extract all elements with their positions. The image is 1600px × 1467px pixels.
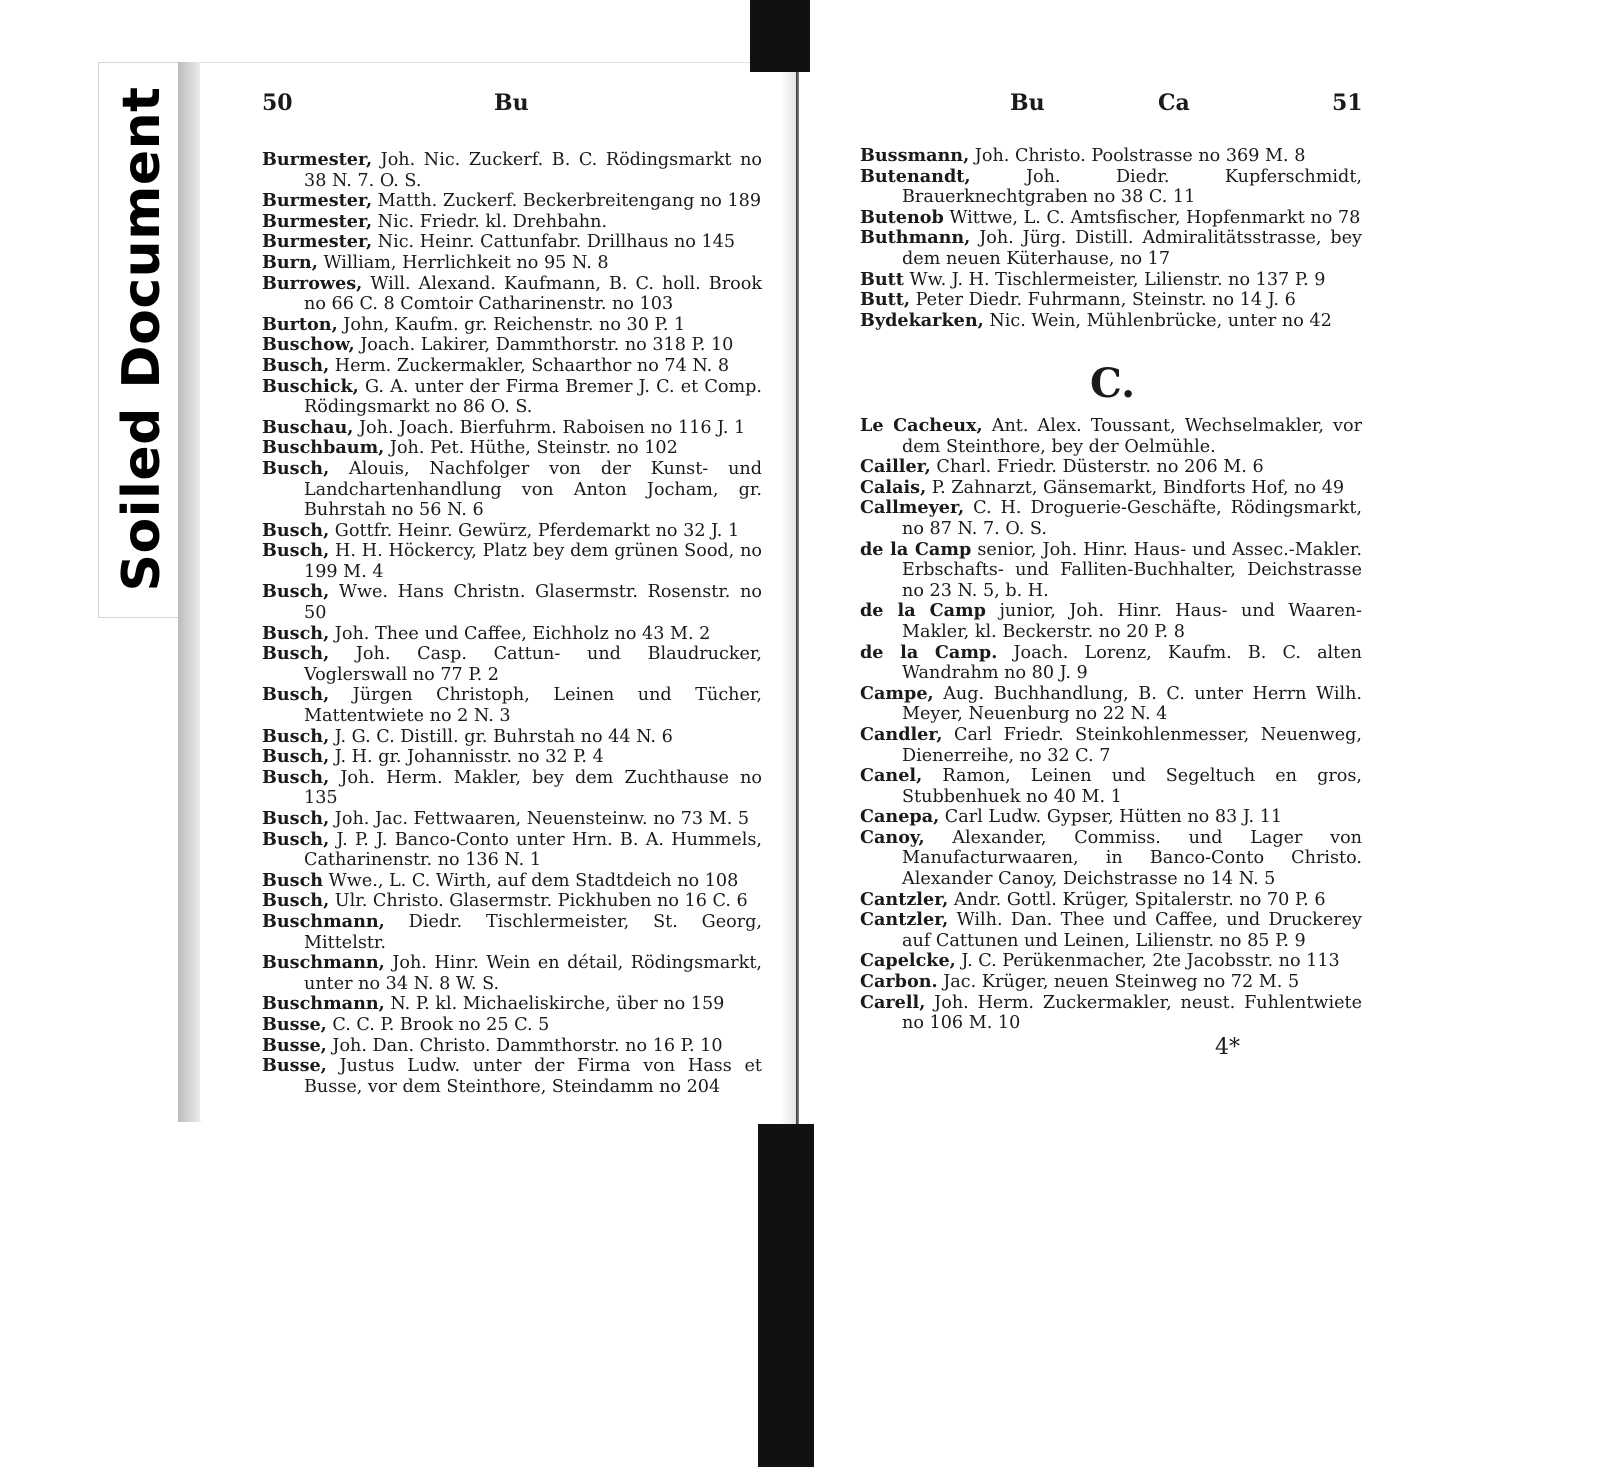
entry-details: Joach. Lakirer, Dammthorstr. no 318 P. 10 xyxy=(354,335,734,356)
right-running-head-bu: Bu xyxy=(1010,90,1045,116)
entry-name: Busse, xyxy=(262,1013,327,1035)
entry-name: Le Cacheux, xyxy=(860,415,983,436)
entry-name: Canel, xyxy=(860,765,923,787)
page-edge-shadow xyxy=(178,62,202,1122)
entry-details: Joh. Christo. Poolstrasse no 369 M. 8 xyxy=(969,146,1306,166)
entry-name: Burmester, xyxy=(262,190,373,212)
entry-name: Busch, xyxy=(262,725,330,747)
entry-details: Nic. Heinr. Cattunfabr. Drillhaus no 145 xyxy=(372,232,736,253)
directory-entry xyxy=(860,478,1362,499)
entry-details: Joach. Lorenz, Kaufm. B. C. alten Wandrahm no 80 J. 9 xyxy=(902,642,1362,684)
entry-name: Busch xyxy=(262,869,324,891)
entry-details: Ulr. Christo. Glasermstr. Pickhuben no 16 C. 6 xyxy=(329,891,748,912)
entry-name: Busch, xyxy=(262,354,330,376)
entry-name: Bussmann, xyxy=(860,145,970,166)
book-gutter xyxy=(796,62,799,1124)
directory-entry xyxy=(262,232,762,253)
directory-entry xyxy=(262,644,762,685)
entry-name: Busch, xyxy=(262,457,330,479)
entry-details: Carl Friedr. Steinkohlenmesser, Neuenweg, Dienerreihe, no 32 C. 7 xyxy=(902,724,1362,766)
directory-entry xyxy=(262,335,762,356)
directory-entry xyxy=(860,146,1362,167)
directory-entry xyxy=(860,807,1362,828)
entry-name: Buschmann, xyxy=(262,993,385,1015)
entry-name: Campe, xyxy=(860,682,934,704)
directory-entry xyxy=(860,540,1362,602)
entry-details: Ant. Alex. Toussant, Wechselmakler, vor dem Steinthore, bey der Oelmühle. xyxy=(902,416,1362,457)
entry-details: Nic. Friedr. kl. Drehbahn. xyxy=(372,211,608,232)
entry-details: junior, Joh. Hinr. Haus- und Waaren-Makler, kl. Beckerstr. no 20 P. 8 xyxy=(902,601,1362,642)
entry-details: Alouis, Nachfolger von der Kunst- und Landchartenhandlung von Anton Jocham, gr. Buhrstah no 56 N. 6 xyxy=(304,458,762,521)
directory-entry xyxy=(860,601,1362,642)
directory-entry xyxy=(262,747,762,768)
left-directory-list xyxy=(262,150,762,1097)
right-directory-list-b xyxy=(860,146,1362,331)
directory-entry xyxy=(262,212,762,233)
directory-entry xyxy=(262,191,762,212)
entry-name: Buthmann, xyxy=(860,227,971,249)
signature-mark: 4* xyxy=(1215,1035,1240,1060)
entry-details: Joh. Dan. Christo. Dammthorstr. no 16 P. 10 xyxy=(326,1035,723,1056)
entry-details: Aug. Buchhandlung, B. C. unter Herrn Wilh. Meyer, Neuenburg no 22 N. 4 xyxy=(902,683,1362,725)
left-running-head: Bu xyxy=(494,90,529,116)
entry-details: Carl Ludw. Gypser, Hütten no 83 J. 11 xyxy=(939,807,1283,828)
entry-name: Burrowes, xyxy=(262,272,363,294)
entry-name: Busch, xyxy=(262,684,330,706)
entry-details: Peter Diedr. Fuhrmann, Steinstr. no 14 J. 6 xyxy=(910,290,1296,311)
entry-name: Burmester, xyxy=(262,210,373,232)
entry-details: Joh. Hinr. Wein en détail, Rödingsmarkt, unter no 34 N. 8 W. S. xyxy=(304,953,762,994)
entry-details: senior, Joh. Hinr. Haus- und Assec.-Makler. Erbschafts- und Falliten-Buchhalter, Deichstrasse no 23 N. 5, b. H. xyxy=(902,539,1362,601)
entry-details: Ww. J. H. Tischlermeister, Lilienstr. no 137 P. 9 xyxy=(903,269,1326,290)
entry-details: Joh. Herm. Zuckermakler, neust. Fuhlentwiete no 106 M. 10 xyxy=(902,992,1362,1034)
entry-details: Charl. Friedr. Düsterstr. no 206 M. 6 xyxy=(930,457,1264,478)
entry-name: Butenob xyxy=(860,206,944,228)
left-page-number: 50 xyxy=(262,90,293,116)
entry-details: N. P. kl. Michaeliskirche, über no 159 xyxy=(384,994,725,1015)
entry-name: Busch, xyxy=(262,808,330,829)
entry-details: C. C. P. Brook no 25 C. 5 xyxy=(326,1014,550,1035)
entry-details: Wittwe, L. C. Amtsfischer, Hopfenmarkt no 78 xyxy=(943,207,1361,228)
spine-clamp-top xyxy=(750,0,810,72)
entry-details: Joh. Diedr. Kupferschmidt, Brauerknechtgraben no 38 C. 11 xyxy=(902,166,1362,208)
entry-name: Burmester, xyxy=(262,149,373,170)
directory-entry xyxy=(860,766,1362,807)
directory-entry xyxy=(262,253,762,274)
directory-entry xyxy=(860,725,1362,766)
entry-details: P. Zahnarzt, Gänsemarkt, Bindforts Hof, no 49 xyxy=(926,477,1345,498)
entry-details: Jac. Krüger, neuen Steinweg no 72 M. 5 xyxy=(937,972,1300,993)
directory-entry xyxy=(860,457,1362,478)
entry-details: Justus Ludw. unter der Firma von Hass et Busse, vor dem Steinthore, Steindamm no 204 xyxy=(304,1056,762,1097)
spine-clamp-bottom xyxy=(758,1124,814,1467)
entry-name: Busse, xyxy=(262,1034,327,1056)
entry-details: G. A. unter der Firma Bremer J. C. et Comp. Rödingsmarkt no 86 O. S. xyxy=(304,376,762,418)
entry-details: Joh. Jac. Fettwaaren, Neuensteinw. no 73 M. 5 xyxy=(329,809,750,829)
entry-name: Butt, xyxy=(860,289,911,311)
entry-name: Capelcke, xyxy=(860,950,956,972)
entry-details: J. H. gr. Johannisstr. no 32 P. 4 xyxy=(329,747,604,768)
directory-entry xyxy=(860,498,1362,539)
entry-details: Wwe., L. C. Wirth, auf dem Stadtdeich no 108 xyxy=(323,870,739,891)
entry-details: Joh. Nic. Zuckerf. B. C. Rödingsmarkt no 38 N. 7. O. S. xyxy=(304,150,762,191)
entry-details: H. H. Höckercy, Platz bey dem grünen Sood, no 199 M. 4 xyxy=(304,541,762,582)
section-letter-c: C. xyxy=(1090,360,1136,407)
directory-entry xyxy=(262,356,762,377)
directory-entry xyxy=(262,871,762,892)
directory-entry xyxy=(262,418,762,439)
directory-entry xyxy=(262,377,762,418)
entry-details: Andr. Gottl. Krüger, Spitalerstr. no 70 P. 6 xyxy=(948,889,1326,910)
entry-name: Busch, xyxy=(262,581,330,603)
directory-entry xyxy=(262,150,762,191)
right-page-number: 51 xyxy=(1332,90,1363,116)
entry-name: Canepa, xyxy=(860,806,940,828)
entry-name: Candler, xyxy=(860,723,943,745)
directory-entry xyxy=(262,459,762,521)
entry-name: Busch, xyxy=(262,540,330,562)
directory-entry xyxy=(860,890,1362,911)
right-running-head-ca: Ca xyxy=(1158,90,1190,116)
directory-entry xyxy=(860,910,1362,951)
directory-entry xyxy=(262,809,762,830)
entry-name: Buschick, xyxy=(262,375,359,397)
entry-name: Busch, xyxy=(262,828,330,850)
entry-details: Wwe. Hans Christn. Glasermstr. Rosenstr. no 50 xyxy=(304,582,762,624)
entry-name: Burmester, xyxy=(262,231,373,253)
directory-entry xyxy=(262,521,762,542)
entry-details: J. P. J. Banco-Conto unter Hrn. B. A. Hummels, Catharinenstr. no 136 N. 1 xyxy=(304,829,762,871)
directory-entry xyxy=(860,290,1362,311)
entry-details: Joh. Casp. Cattun- und Blaudrucker, Voglerswall no 77 P. 2 xyxy=(304,644,762,685)
directory-entry xyxy=(262,1036,762,1057)
directory-entry xyxy=(262,768,762,809)
entry-details: Joh. Thee und Caffee, Eichholz no 43 M. 2 xyxy=(329,623,711,644)
entry-name: Burton, xyxy=(262,313,338,335)
right-directory-list-c xyxy=(860,416,1362,1034)
directory-entry xyxy=(262,891,762,912)
directory-entry xyxy=(860,208,1362,229)
entry-name: Butt xyxy=(860,268,904,290)
entry-details: Nic. Wein, Mühlenbrücke, unter no 42 xyxy=(983,310,1332,331)
entry-name: Busch, xyxy=(262,766,330,788)
directory-entry xyxy=(262,582,762,623)
entry-name: de la Camp xyxy=(860,600,986,622)
directory-entry xyxy=(262,994,762,1015)
directory-entry xyxy=(262,912,762,953)
entry-name: Busch, xyxy=(262,890,330,912)
entry-details: Wilh. Dan. Thee und Caffee, und Druckerey auf Cattunen und Leinen, Lilienstr. no 85 P. 9 xyxy=(902,910,1362,951)
entry-details: Joh. Jürg. Distill. Admiralitätsstrasse, bey dem neuen Küterhause, no 17 xyxy=(902,228,1362,269)
directory-entry xyxy=(262,438,762,459)
entry-name: Buschmann, xyxy=(262,952,385,974)
entry-name: Cantzler, xyxy=(860,909,949,931)
directory-entry xyxy=(262,624,762,645)
entry-name: Busch, xyxy=(262,643,330,665)
entry-details: Jürgen Christoph, Leinen und Tücher, Mattentwiete no 2 N. 3 xyxy=(304,685,762,727)
directory-entry xyxy=(860,416,1362,457)
entry-name: Busch, xyxy=(262,622,330,644)
entry-name: de la Camp. xyxy=(860,641,998,663)
directory-entry xyxy=(860,993,1362,1034)
gutter-shadow xyxy=(780,62,796,1124)
entry-name: Burn, xyxy=(262,251,318,273)
directory-entry xyxy=(860,684,1362,725)
entry-details: Matth. Zuckerf. Beckerbreitengang no 189 xyxy=(372,191,762,212)
entry-details: C. H. Droguerie-Geschäfte, Rödingsmarkt, no 87 N. 7. O. S. xyxy=(902,498,1362,539)
entry-name: Cailler, xyxy=(860,456,931,478)
entry-name: Buschmann, xyxy=(262,910,385,932)
directory-entry xyxy=(262,1056,762,1097)
entry-name: Cantzler, xyxy=(860,888,949,910)
directory-entry xyxy=(860,228,1362,269)
entry-name: Busse, xyxy=(262,1055,327,1077)
directory-entry xyxy=(262,274,762,315)
directory-entry xyxy=(262,953,762,994)
directory-entry xyxy=(262,315,762,336)
entry-details: Ramon, Leinen und Segeltuch en gros, Stubbenhuek no 40 M. 1 xyxy=(902,766,1362,807)
entry-name: Busch, xyxy=(262,746,330,768)
entry-details: William, Herrlichkeit no 95 N. 8 xyxy=(317,252,609,273)
entry-name: Callmeyer, xyxy=(860,497,965,519)
entry-name: Busch, xyxy=(262,519,330,541)
entry-details: Joh. Joach. Bierfuhrm. Raboisen no 116 J. 1 xyxy=(353,417,746,438)
directory-entry xyxy=(860,270,1362,291)
directory-entry xyxy=(860,311,1362,332)
directory-entry xyxy=(262,830,762,871)
entry-name: Butenandt, xyxy=(860,165,971,187)
entry-details: Gottfr. Heinr. Gewürz, Pferdemarkt no 32 J. 1 xyxy=(329,520,740,541)
directory-entry xyxy=(262,541,762,582)
soiled-document-label: Soiled Document xyxy=(112,86,172,592)
directory-entry xyxy=(262,727,762,748)
directory-entry xyxy=(860,167,1362,208)
entry-name: Buschau, xyxy=(262,416,354,438)
entry-details: J. C. Perükenmacher, 2te Jacobsstr. no 113 xyxy=(955,951,1340,972)
entry-name: Buschow, xyxy=(262,334,355,356)
directory-entry xyxy=(262,685,762,726)
entry-details: Will. Alexand. Kaufmann, B. C. holl. Brook no 66 C. 8 Comtoir Catharinenstr. no 103 xyxy=(304,273,762,315)
entry-name: Carbon. xyxy=(860,971,938,993)
entry-name: Canoy, xyxy=(860,826,925,848)
directory-entry xyxy=(860,643,1362,684)
entry-name: Calais, xyxy=(860,476,927,498)
directory-entry xyxy=(860,951,1362,972)
entry-name: Buschbaum, xyxy=(262,437,385,459)
entry-name: Bydekarken, xyxy=(860,309,984,331)
directory-entry xyxy=(860,972,1362,993)
entry-name: Carell, xyxy=(860,991,926,1013)
entry-details: Alexander, Commiss. und Lager von Manufacturwaaren, in Banco-Conto Christo. Alexander Canoy, Deichstrasse no 14 N. 5 xyxy=(902,827,1362,890)
entry-details: Joh. Pet. Hüthe, Steinstr. no 102 xyxy=(384,438,678,459)
entry-name: de la Camp xyxy=(860,538,972,560)
entry-details: John, Kaufm. gr. Reichenstr. no 30 P. 1 xyxy=(337,314,686,335)
entry-details: Joh. Herm. Makler, bey dem Zuchthause no 135 xyxy=(304,767,762,809)
directory-entry xyxy=(262,1015,762,1036)
entry-details: Herm. Zuckermakler, Schaarthor no 74 N. 8 xyxy=(329,355,730,376)
entry-details: J. G. C. Distill. gr. Buhrstah no 44 N. 6 xyxy=(329,726,673,747)
entry-details: Diedr. Tischlermeister, St. Georg, Mittelstr. xyxy=(304,911,762,953)
directory-entry xyxy=(860,828,1362,890)
